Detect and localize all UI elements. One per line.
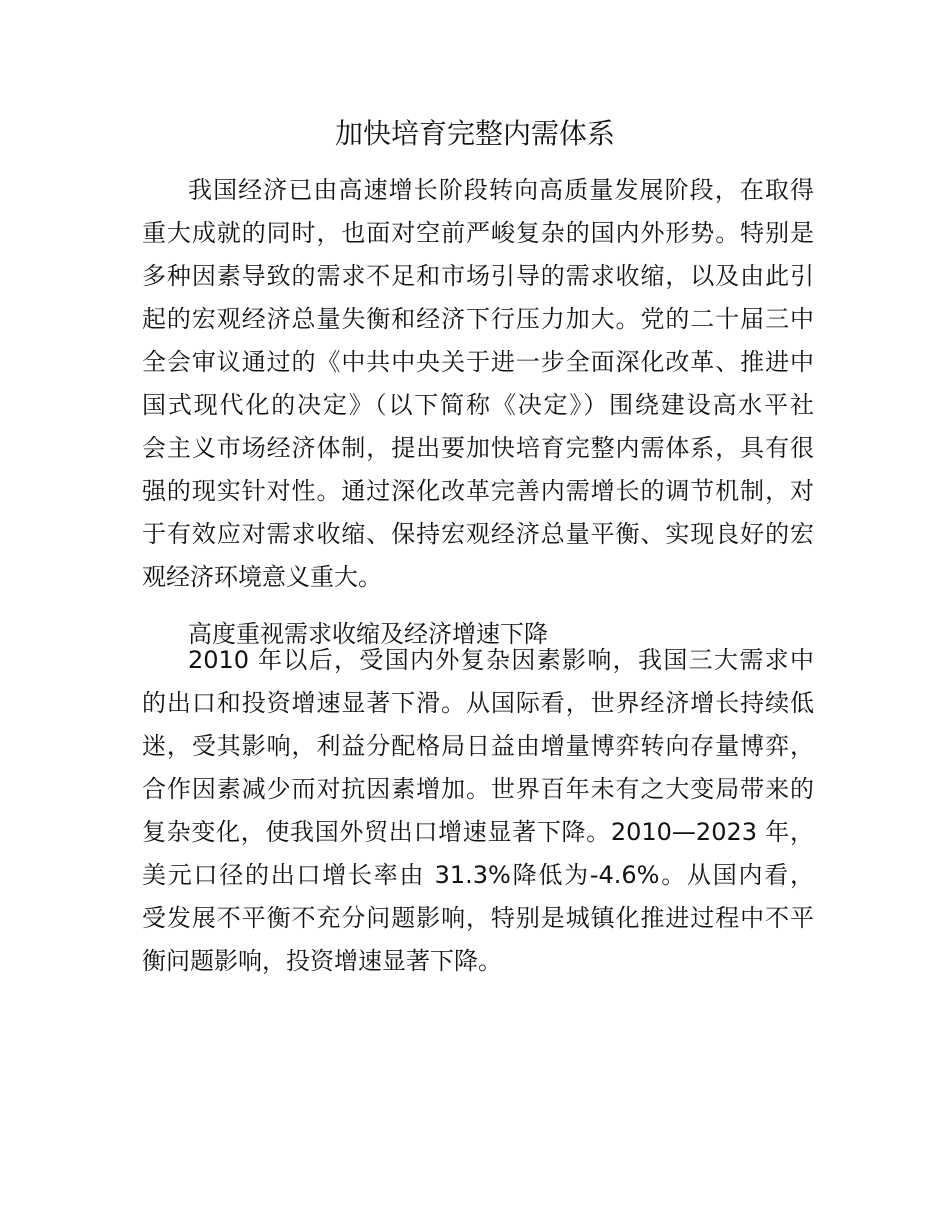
text-line: 观经济环境意义重大。 [142, 563, 382, 591]
text-line: 复杂变化，使我国外贸出口增速显著下降。2010—2023 年， [142, 818, 814, 846]
text-line: 合作因素减少而对抗因素增加。世界百年未有之大变局带来的 [142, 775, 814, 803]
text-line: 全会审议通过的《中共中央关于进一步全面深化改革、推进中 [142, 348, 814, 376]
text-line: 起的宏观经济总量失衡和经济下行压力加大。党的二十届三中 [142, 305, 814, 333]
text-line: 的出口和投资增速显著下滑。从国际看，世界经济增长持续低 [142, 689, 814, 717]
text-line: 会主义市场经济体制，提出要加快培育完整内需体系，具有很 [142, 434, 814, 462]
text-line: 2010 年以后，受国内外复杂因素影响，我国三大需求中 [188, 646, 814, 674]
document-title: 加快培育完整内需体系 [334, 117, 615, 150]
text-line: 衡问题影响，投资增速显著下降。 [142, 947, 502, 975]
text-line: 美元口径的出口增长率由 31.3%降低为-4.6%。从国内看， [142, 861, 814, 889]
paragraph-demand [142, 639, 814, 983]
text-line: 国式现代化的决定》（以下简称《决定》）围绕建设高水平社 [142, 391, 814, 419]
text-line: 强的现实针对性。通过深化改革完善内需增长的调节机制，对 [142, 477, 814, 505]
section-heading-text: 高度重视需求收缩及经济增速下降 [188, 620, 548, 648]
text-line: 受发展不平衡不充分问题影响，特别是城镇化推进过程中不平 [142, 904, 814, 932]
paragraph-intro [142, 169, 814, 599]
text-line: 于有效应对需求收缩、保持宏观经济总量平衡、实现良好的宏 [142, 520, 814, 548]
text-line: 迷，受其影响，利益分配格局日益由增量博弈转向存量博弈， [142, 732, 814, 760]
text-line: 多种因素导致的需求不足和市场引导的需求收缩，以及由此引 [142, 262, 814, 290]
text-line: 我国经济已由高速增长阶段转向高质量发展阶段，在取得 [188, 176, 814, 204]
text-line: 重大成就的同时，也面对空前严峻复杂的国内外形势。特别是 [142, 219, 814, 247]
